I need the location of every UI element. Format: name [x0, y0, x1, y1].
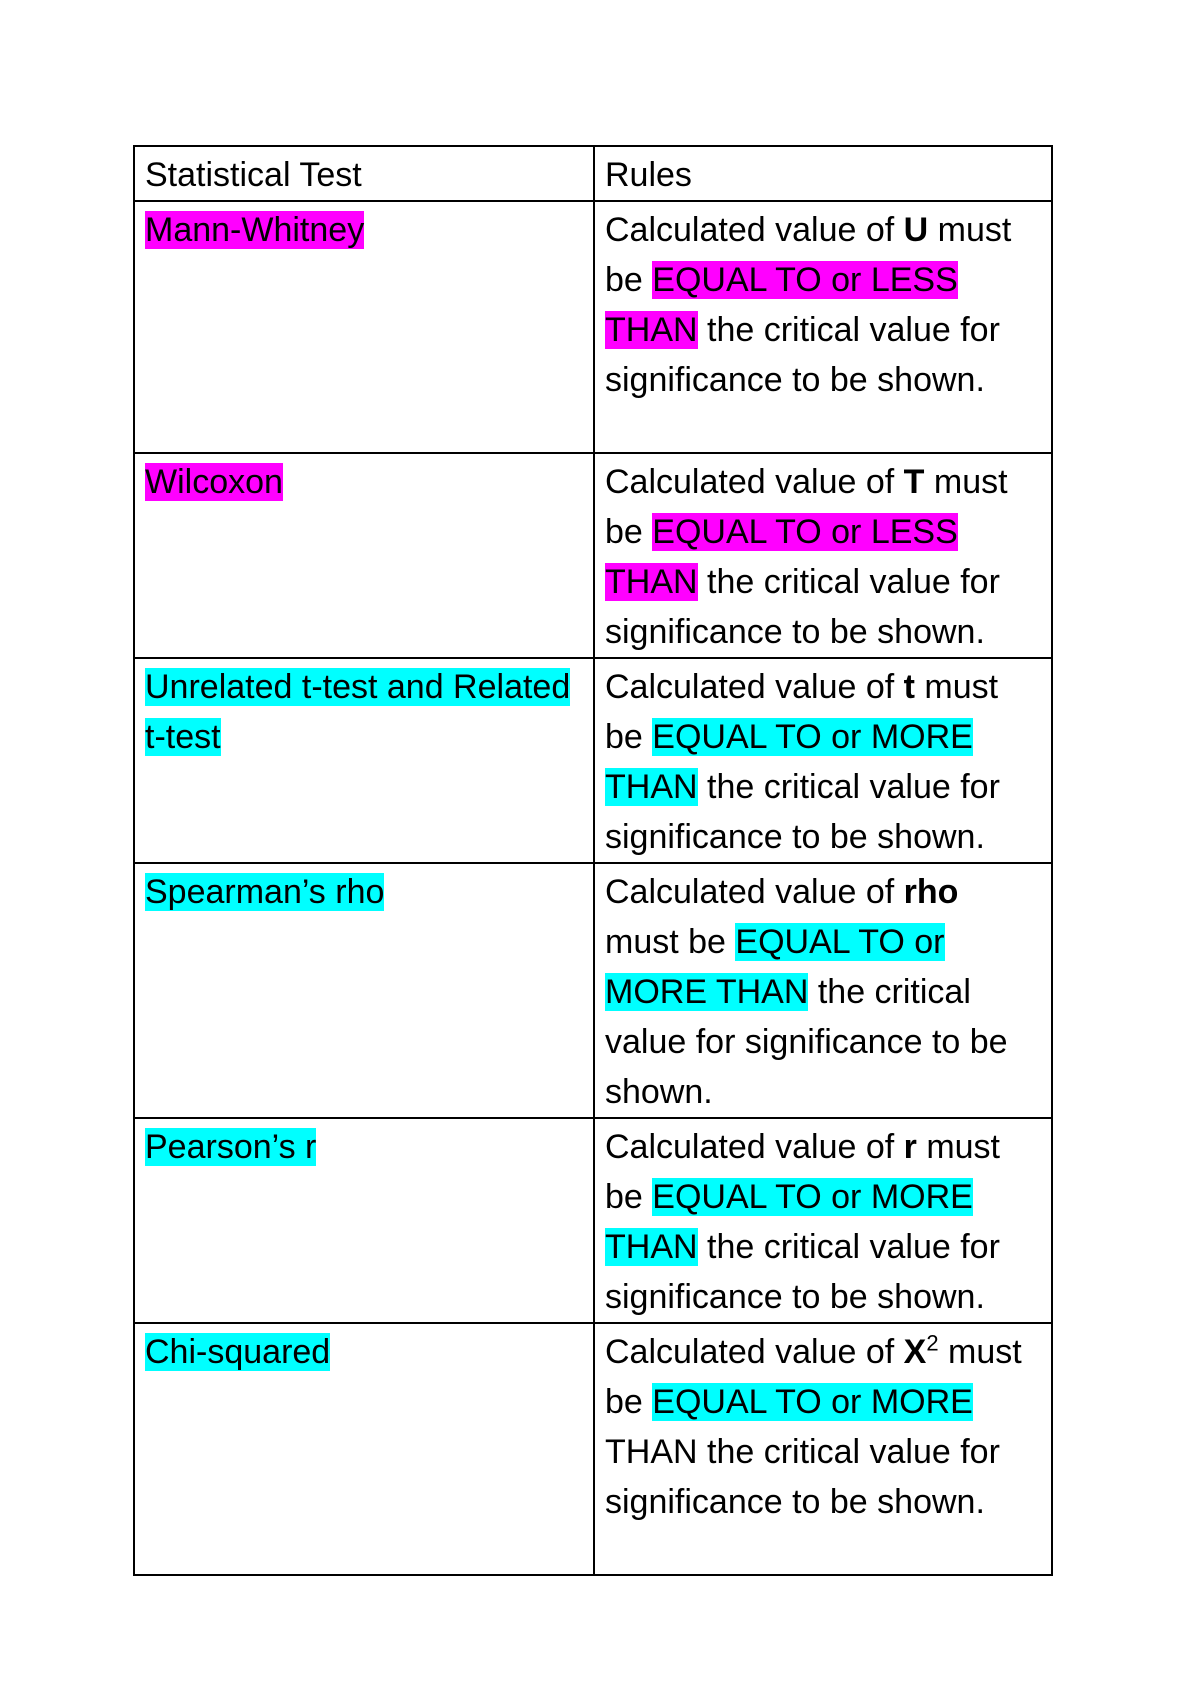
rule-prefix: Calculated value of	[605, 211, 904, 249]
test-name-cell	[134, 1118, 594, 1323]
test-name: Unrelated t-test and Related t-test	[145, 668, 571, 756]
rule-suffix: the critical value for significance to be shown.	[605, 768, 1000, 856]
rule-highlight: EQUAL TO or MORE	[652, 1383, 973, 1421]
rule-prefix: Calculated value of	[605, 463, 904, 501]
rule-symbol-superscript: 2	[926, 1330, 939, 1356]
rule-mid: must be	[605, 1128, 1000, 1216]
rule-cell	[594, 658, 1052, 863]
rule-cell	[594, 201, 1052, 453]
rule-cell	[594, 863, 1052, 1118]
rule-symbol: T	[903, 463, 925, 501]
rule-cell	[594, 1323, 1052, 1575]
test-name-cell	[134, 453, 594, 658]
test-name: Wilcoxon	[145, 463, 283, 501]
rule-mid: must be	[605, 211, 1012, 299]
header-rules: Rules	[594, 146, 1052, 201]
rule-symbol: X	[903, 1333, 927, 1371]
rule-highlight: EQUAL TO or LESS THAN	[605, 261, 958, 349]
rule-cell	[594, 453, 1052, 658]
test-name: Chi-squared	[145, 1333, 331, 1371]
rule-symbol: t	[903, 668, 915, 706]
rule-prefix: Calculated value of	[605, 1333, 904, 1371]
table-row-mann-whitney	[134, 201, 1052, 453]
header-row	[134, 146, 1052, 201]
rule-symbol: r	[903, 1128, 917, 1166]
rule-highlight: EQUAL TO or LESS THAN	[605, 513, 958, 601]
table-row-chi-squared	[134, 1323, 1052, 1575]
header-statistical-test: Statistical Test	[134, 146, 594, 201]
test-name-cell	[134, 201, 594, 453]
table-row-pearsons-r	[134, 1118, 1052, 1323]
statistical-tests-table	[133, 145, 1053, 1576]
test-name: Spearman’s rho	[145, 873, 385, 911]
rule-suffix: the critical value for significance to be shown.	[605, 311, 1000, 399]
rule-suffix: the critical value for significance to be shown.	[605, 973, 1008, 1111]
rule-mid: must be	[605, 923, 736, 961]
rule-prefix: Calculated value of	[605, 873, 904, 911]
rule-cell	[594, 1118, 1052, 1323]
rule-highlight: EQUAL TO or MORE THAN	[605, 718, 973, 806]
rule-symbol: U	[903, 211, 929, 249]
rule-highlight: EQUAL TO or MORE THAN	[605, 1178, 973, 1266]
test-name-cell	[134, 658, 594, 863]
rule-symbol: rho	[903, 873, 959, 911]
rule-suffix: THAN the critical value for significance to be shown.	[605, 1433, 1000, 1521]
rule-suffix: the critical value for significance to be shown.	[605, 563, 1000, 651]
rule-mid: must be	[605, 1333, 1022, 1421]
rule-mid: must be	[605, 668, 999, 756]
table-row-t-tests	[134, 658, 1052, 863]
rule-highlight: EQUAL TO or MORE THAN	[605, 923, 945, 1011]
test-name-cell	[134, 863, 594, 1118]
table-row-wilcoxon	[134, 453, 1052, 658]
rule-prefix: Calculated value of	[605, 1128, 904, 1166]
test-name: Mann-Whitney	[145, 211, 365, 249]
test-name-cell	[134, 1323, 594, 1575]
table-row-spearmans-rho	[134, 863, 1052, 1118]
rule-mid: must be	[605, 463, 1008, 551]
test-name: Pearson’s r	[145, 1128, 317, 1166]
rule-suffix: the critical value for significance to be shown.	[605, 1228, 1000, 1316]
rule-prefix: Calculated value of	[605, 668, 904, 706]
